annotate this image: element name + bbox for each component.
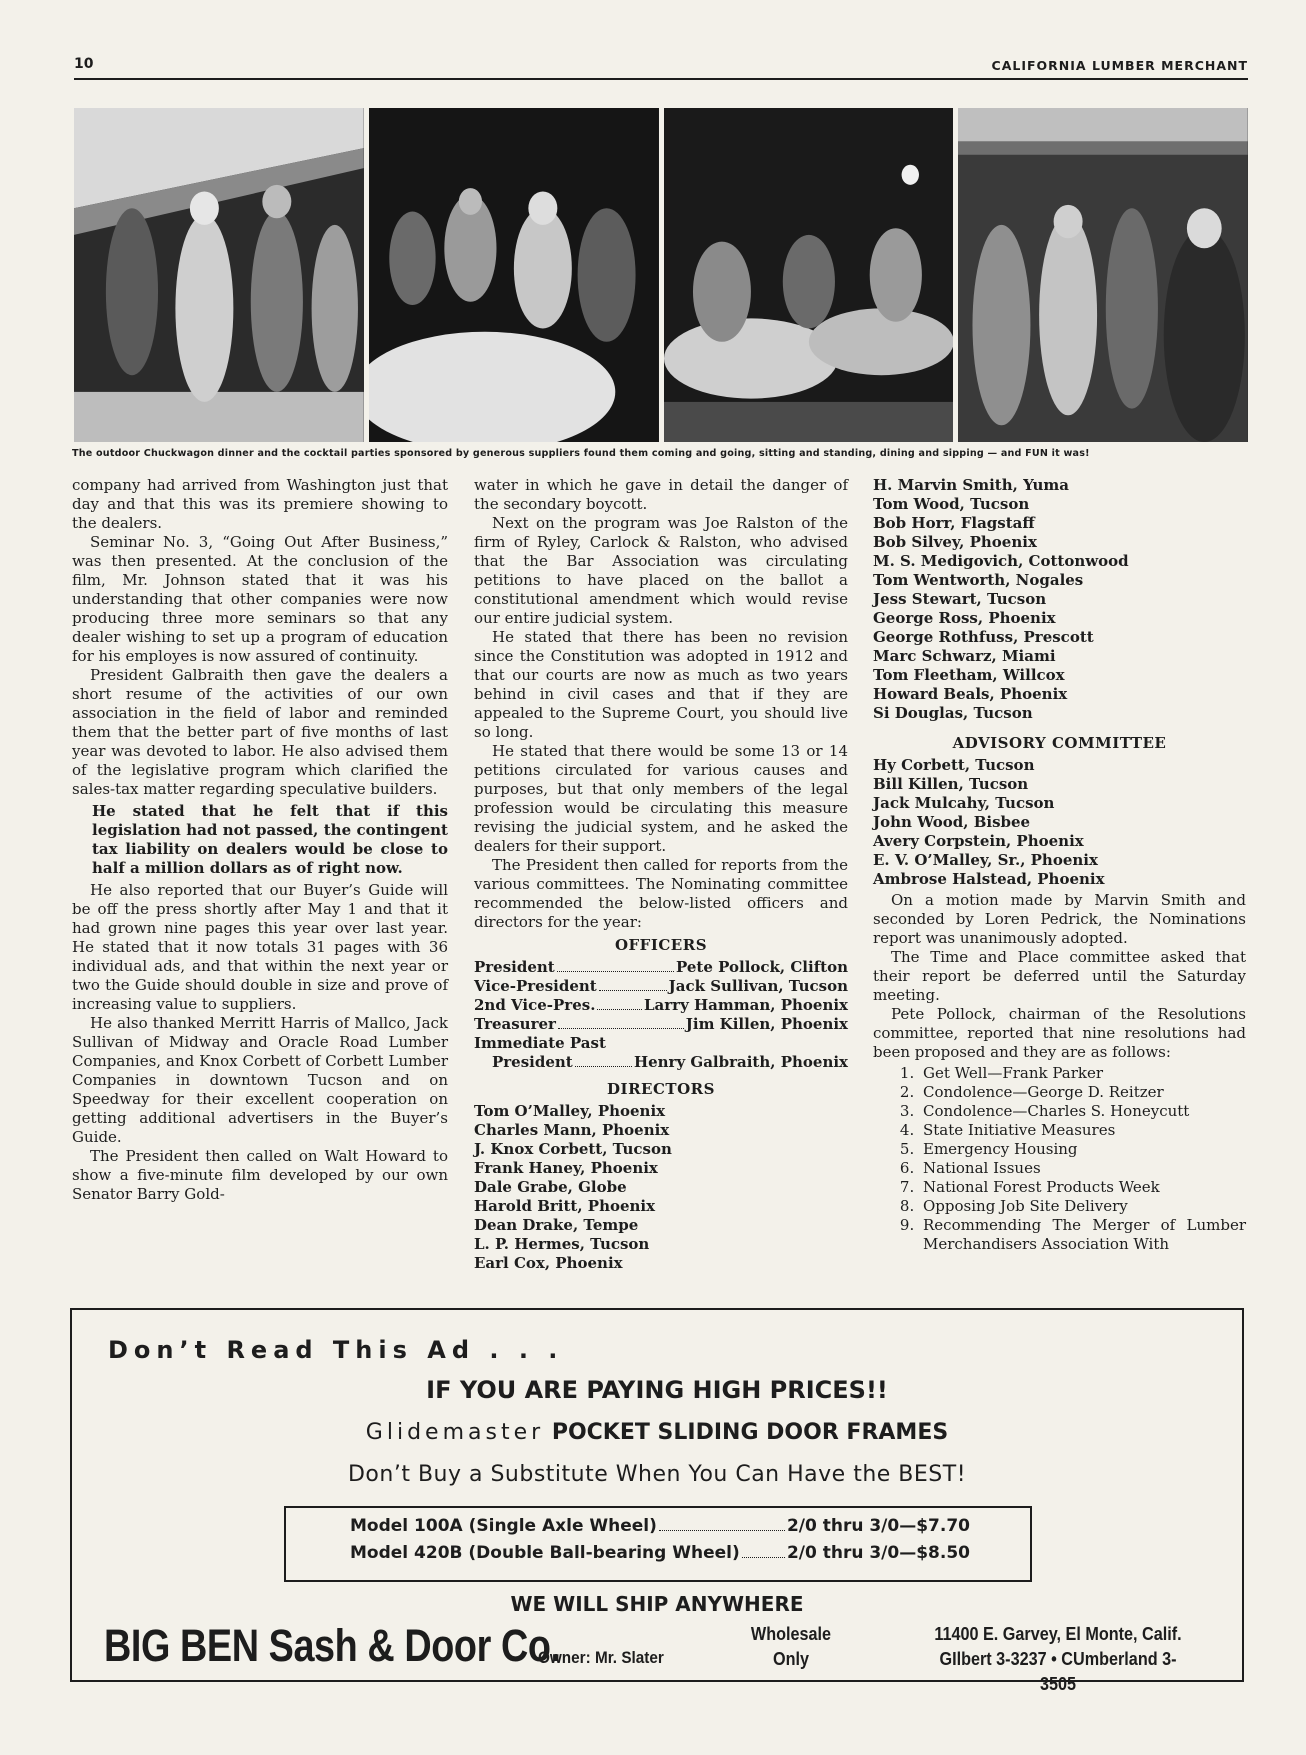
officer-row: [474, 977, 848, 996]
officer-row: [474, 996, 848, 1015]
immediate-past-label-row: [474, 1034, 848, 1053]
wholesale-note: [738, 1622, 844, 1672]
only-label: Only: [772, 1649, 809, 1669]
list-item: M. S. Medigovich, Cottonwood: [873, 552, 1129, 570]
officer-title: President: [474, 958, 555, 976]
price-box: [284, 1506, 1032, 1582]
list-item: Jess Stewart, Tucson: [873, 590, 1047, 608]
list-item: J. Knox Corbett, Tucson: [474, 1140, 672, 1158]
paragraph: Pete Pollock, chairman of the Resolutions committee, reported that nine resolutions had been proposed and they are as follows:: [873, 1005, 1246, 1061]
list-item: 1. Get Well—Frank Parker: [919, 1064, 1246, 1083]
directors-list-continued: [873, 476, 1246, 723]
leader-dots: [659, 1516, 785, 1531]
advertisement-box: [70, 1308, 1244, 1694]
list-item: George Rothfuss, Prescott: [873, 628, 1094, 646]
paragraph: The President then called for reports from the various committees. The Nominating committee recommended the below-listed officers and directors for the year:: [474, 856, 848, 931]
ad-shipping: WE WILL SHIP ANYWHERE: [510, 1592, 804, 1616]
list-item: 8. Opposing Job Site Delivery: [919, 1197, 1246, 1216]
photo-strip: [74, 108, 1248, 442]
list-item: Harold Britt, Phoenix: [474, 1197, 656, 1215]
list-item: Earl Cox, Phoenix: [474, 1254, 623, 1272]
company-name: BIG BEN Sash & Door Co.: [104, 1620, 561, 1671]
article-column-3: [873, 476, 1246, 1254]
paragraph: President Galbraith then gave the dealers a short resume of the activities of our own association in the field of labor and reminded them that the better part of five months of last year was devoted to labor. He also advised them of the legislative program which clarified the sales-tax matter regarding speculative builders.: [72, 666, 448, 798]
ad-product-line: [72, 1420, 1242, 1445]
wholesale-label: Wholesale: [750, 1624, 832, 1644]
list-item: Ambrose Halstead, Phoenix: [873, 870, 1105, 888]
list-item: 6. National Issues: [919, 1159, 1246, 1178]
leader-dots: [597, 996, 642, 1010]
officer-row: [474, 958, 848, 977]
paragraph: The Time and Place committee asked that their report be deferred until the Saturday meeting.: [873, 948, 1246, 1004]
leader-dots: [557, 958, 674, 972]
officer-name: Jim Killen, Phoenix: [685, 1015, 848, 1033]
publication-title: CALIFORNIA LUMBER MERCHANT: [991, 58, 1248, 73]
list-item: Tom Wentworth, Nogales: [873, 571, 1084, 589]
list-item: Howard Beals, Phoenix: [873, 685, 1068, 703]
officer-row: [474, 1053, 848, 1072]
list-item: E. V. O’Malley, Sr., Phoenix: [873, 851, 1098, 869]
list-item: 7. National Forest Products Week: [919, 1178, 1246, 1197]
list-item: 3. Condolence—Charles S. Honeycutt: [919, 1102, 1246, 1121]
list-item: 2. Condolence—George D. Reitzer: [919, 1083, 1246, 1102]
price-row: [350, 1516, 970, 1536]
advisory-list: [873, 756, 1246, 889]
officer-name: Pete Pollock, Clifton: [676, 958, 848, 976]
list-item: Marc Schwarz, Miami: [873, 647, 1056, 665]
list-item: George Ross, Phoenix: [873, 609, 1056, 627]
list-item: Jack Mulcahy, Tucson: [873, 794, 1055, 812]
list-item: Si Douglas, Tucson: [873, 704, 1033, 722]
paragraph: Seminar No. 3, “Going Out After Business,” was then presented. At the conclusion of the film, Mr. Johnson stated that it was his understanding that other companies were now producing three more seminars so that any dealer wishing to set up a program of education for his employes is now assured of continuity.: [72, 533, 448, 665]
leader-dots: [575, 1053, 632, 1067]
list-item: Frank Haney, Phoenix: [474, 1159, 658, 1177]
officer-name: Larry Hamman, Phoenix: [644, 996, 848, 1014]
list-item: John Wood, Bisbee: [873, 813, 1031, 831]
model-price: 2/0 thru 3/0—$8.50: [786, 1543, 970, 1563]
highlight-paragraph: He stated that he felt that if this legislation had not passed, the contingent tax liability on dealers would be close to half a million dollars as of right now.: [92, 802, 448, 877]
ad-headline: IF YOU ARE PAYING HIGH PRICES!!: [426, 1376, 888, 1404]
resolutions-list: [873, 1064, 1246, 1254]
leader-dots: [742, 1543, 785, 1558]
list-item: Dean Drake, Tempe: [474, 1216, 639, 1234]
photo-chuckwagon-crowd: [74, 108, 364, 442]
photo-cocktail-party: [958, 108, 1248, 442]
article-column-2: [474, 476, 848, 1273]
ad-dont-read: Don’t Read This Ad . . .: [108, 1336, 564, 1364]
paragraph: He stated that there would be some 13 or 14 petitions circulated for various causes and purposes, but that only members of the legal profession would be circulating this measure revising the judicial system, and he asked the dealers for their support.: [474, 742, 848, 855]
list-item: 9. Recommending The Merger of Lumber Merchandisers Association With: [919, 1216, 1246, 1254]
leader-dots: [599, 977, 667, 991]
paragraph: company had arrived from Washington just that day and that this was its premiere showing to the dealers.: [72, 476, 448, 532]
paragraph: The President then called on Walt Howard to show a five-minute film developed by our own Senator Barry Gold-: [72, 1147, 448, 1203]
directors-list: [474, 1102, 848, 1273]
paragraph: On a motion made by Marvin Smith and seconded by Loren Pedrick, the Nominations report was unanimously adopted.: [873, 891, 1246, 947]
list-item: 5. Emergency Housing: [919, 1140, 1246, 1159]
officer-title: 2nd Vice-Pres.: [474, 996, 596, 1014]
price-row: [350, 1543, 970, 1563]
list-item: L. P. Hermes, Tucson: [474, 1235, 650, 1253]
list-item: Bob Silvey, Phoenix: [873, 533, 1037, 551]
officer-title: Vice-President: [474, 977, 597, 995]
company-phones: GIlbert 3-3237 • CUmberland 3-3505: [939, 1649, 1177, 1694]
list-item: Hy Corbett, Tucson: [873, 756, 1035, 774]
paragraph: water in which he gave in detail the danger of the secondary boycott.: [474, 476, 848, 513]
advisory-heading: ADVISORY COMMITTEE: [952, 734, 1167, 752]
company-contact: [923, 1622, 1193, 1697]
paragraph: He also thanked Merritt Harris of Mallco, Jack Sullivan of Midway and Oracle Road Lumber Companies, and Knox Corbett of Corbett Lumber Companies in downtown Tucson and on Speedway for their excellent cooperation on getting additional advertisers in the Buyer’s Guide.: [72, 1014, 448, 1146]
model-name: Model 100A (Single Axle Wheel): [350, 1516, 657, 1536]
model-name: Model 420B (Double Ball-bearing Wheel): [350, 1543, 740, 1563]
company-address: 11400 E. Garvey, El Monte, Calif.: [934, 1624, 1182, 1644]
officer-name: Jack Sullivan, Tucson: [668, 977, 848, 995]
paragraph: He stated that there has been no revision since the Constitution was adopted in 1912 and that our courts are now as much as two years behind in civil cases and that if they are appealed to the Supreme Court, you should live so long.: [474, 628, 848, 741]
list-item: Tom Fleetham, Willcox: [873, 666, 1065, 684]
owner-name: Owner: Mr. Slater: [538, 1648, 664, 1667]
officer-title: Treasurer: [474, 1015, 556, 1033]
list-item: Bob Horr, Flagstaff: [873, 514, 1035, 532]
photo-caption: The outdoor Chuckwagon dinner and the cocktail parties sponsored by generous suppliers found them coming and going, sitting and standing, dining and sipping — and FUN it was!: [72, 448, 1090, 459]
officers-heading: OFFICERS: [614, 936, 708, 954]
list-item: Charles Mann, Phoenix: [474, 1121, 670, 1139]
paragraph: Next on the program was Joe Ralston of the firm of Ryley, Carlock & Ralston, who advised that the Bar Association was circulating petitions to have placed on the ballot a constitutional amendment which would revise our entire judicial system.: [474, 514, 848, 627]
page-number: 10: [74, 56, 94, 72]
directors-heading: DIRECTORS: [607, 1080, 715, 1098]
officer-name: Henry Galbraith, Phoenix: [633, 1053, 848, 1071]
list-item: H. Marvin Smith, Yuma: [873, 476, 1069, 494]
list-item: Tom Wood, Tucson: [873, 495, 1030, 513]
leader-dots: [558, 1015, 684, 1029]
list-item: Bill Killen, Tucson: [873, 775, 1029, 793]
photo-dinner-tables-1: [369, 108, 659, 442]
ad-tagline: Don’t Buy a Substitute When You Can Have the BEST!: [347, 1462, 967, 1487]
immediate-past-label: Immediate Past: [474, 1034, 606, 1052]
list-item: 4. State Initiative Measures: [919, 1121, 1246, 1140]
product-name: POCKET SLIDING DOOR FRAMES: [551, 1420, 949, 1445]
list-item: Tom O’Malley, Phoenix: [474, 1102, 666, 1120]
article-column-1: [72, 476, 448, 1204]
list-item: Dale Grabe, Globe: [474, 1178, 627, 1196]
officer-row: [474, 1015, 848, 1034]
brand-name: Glidemaster: [365, 1420, 545, 1445]
list-item: Avery Corpstein, Phoenix: [873, 832, 1084, 850]
paragraph: He also reported that our Buyer’s Guide will be off the press shortly after May 1 and that it had grown nine pages this year over last year. He stated that it now totals 31 pages with 36 individual ads, and that within the next year or two the Guide should double in size and prove of increasing value to suppliers.: [72, 881, 448, 1013]
header-rule: [74, 78, 1248, 80]
model-price: 2/0 thru 3/0—$7.70: [786, 1516, 970, 1536]
officer-title: President: [492, 1053, 573, 1071]
photo-dinner-tables-2: [664, 108, 954, 442]
